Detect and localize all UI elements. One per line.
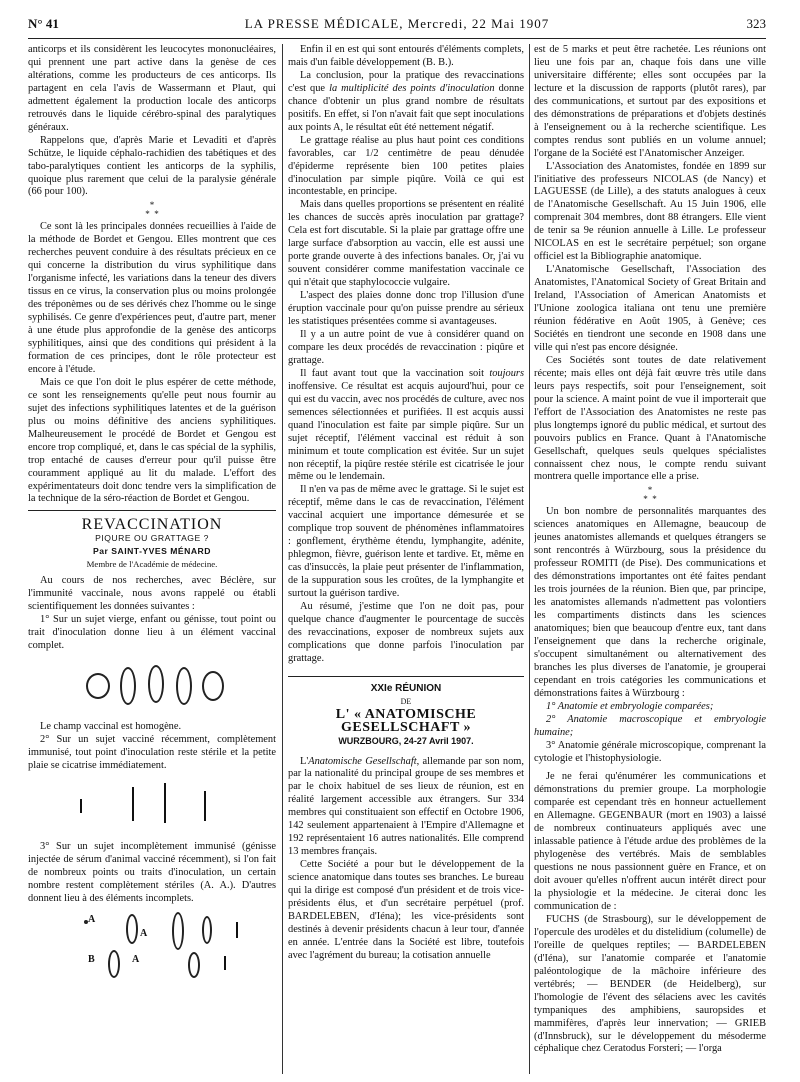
paragraph: Le champ vaccinal est homogène. xyxy=(40,720,182,732)
paragraph: Au cours de nos recherches, avec Béclère, sur l'immunité vaccinale, nous avons rappelé ou établi scientifiquement les données suivantes : xyxy=(28,575,276,613)
list-item: 1° Anatomie et embryologie comparées; xyxy=(546,700,714,712)
article-subtitle: PIQURE OU GRATTAGE ? xyxy=(95,533,209,544)
column-1 xyxy=(28,44,276,1074)
paragraph: 2° Sur un sujet vacciné récemment, complètement immunisé, tout point d'inoculation reste stérile et la petite plaie se cicatrise immédiatement. xyxy=(28,733,276,771)
article-header xyxy=(28,516,276,571)
meeting-header xyxy=(288,683,524,748)
paragraph: FUCHS (de Strasbourg), sur le développement de l'opercule des urodèles et du distelidium (columelle) de l'oreille de quelques reptiles; — BARDELEBEN (d'Iéna), sur l'anatomie comparée et l'anatomie paléontologique de la mâchoire inférieure des vertébrés; — BENDER (de Heidelberg), sur l'homologie de l'évent des sélaciens avec les cavités tympaniques des amphibiens, sauropsides et mammifères, d'après leur innervation; — GRIEB (d'Innsbruck), sur le développement du mésoderme céphalique chez Ceratodus Forsteri; — l'orga xyxy=(534,913,766,1055)
paragraph: L'aspect des plaies donne donc trop l'illusion d'une éruption vaccinale pour qu'on puisse prendre au sérieux les statistiques présentées comme si avantageuses. xyxy=(288,290,524,328)
text-run: inoffensive. Ce résultat est acquis aujourd'hui, pour ce qui est du vaccin, avec nos procédés de culture, avec nos semences sélectionnées et purifiées. Il est acquis aussi quand l'inoculation est faite par simple piqûre. Sur un sujet réceptif, l'élément vaccinal est réduit à son minimum et toute complication est évitée. Sur un sujet non réceptif, la piqûre restée stérile est cicatrisée le jour même ou le lendemain. xyxy=(288,380,524,483)
figure-sterile-points xyxy=(28,777,276,837)
page-number: 323 xyxy=(746,16,766,31)
text-run: Il faut avant tout que la vaccination soit xyxy=(300,367,490,379)
column-rule xyxy=(529,44,530,1074)
paragraph: 1° Sur un sujet vierge, enfant ou génisse, tout point ou trait d'inoculation donne lieu à un élément vaccinal complet. xyxy=(28,614,276,651)
meeting-place: WURZBOURG, 24-27 Avril 1907. xyxy=(338,735,474,746)
list-item: 2° Anatomie macroscopique et embryologie humaine; xyxy=(534,713,766,738)
paragraph: Ces Sociétés sont toutes de date relativement récente; mais elles ont déjà fait œuvre très utile dans leurs pays respectifs, soit pour l'enseignement, soit pour la science. A maint point de vue il importerait que l'effort de l'Association des Anatomistes ne reste pas plus longtemps ignoré du public médical, et surtout des pouvoirs publics en France. Quant à l'Anatomische Gesellschaft, quelques seuls quelques spécialistes connaissent chez nous, le compte rendu suivant montrera quelle importance elle a prise. xyxy=(534,354,766,483)
paragraph: L'Anatomische Gesellschaft, l'Association des Anatomistes, l'Anatomical Society of Great Britain and Ireland, l'Association of American Anatomists et l'Unione zoologica italiana ont tenu une première réunion fédérative en Août 1905, à Genève; ces Sociétés en tiendront une seconde en 1908 dans une ville qui n'est pas encore désignée. xyxy=(534,264,766,353)
emphasis: toujours xyxy=(489,367,524,379)
meeting-number: XXIe RÉUNION xyxy=(370,682,442,694)
paragraph: L'Association des Anatomistes, fondée en 1899 sur l'initiative des professeurs NICOLAS (de Nancy) et LAGUESSE (de Lille), a des statuts analogues à ceux de l'Anatomische Gesellschaft. Au 15 Juin 1906, elle comprenait 304 membres, dont 88 étrangers. Elle vient de tenir sa 9e réunion annuelle à Lille. Le professeur NICOLAS en est le secrétaire perpétuel; son organe officiel est la Bibliographie anatomique. xyxy=(534,160,766,263)
column-3 xyxy=(534,44,766,1074)
vaccine-element xyxy=(120,667,136,705)
paragraph xyxy=(288,70,524,135)
vaccine-element xyxy=(148,665,164,703)
vaccine-element xyxy=(202,671,224,701)
section-separator: * * * xyxy=(145,200,159,220)
vaccine-element xyxy=(202,916,212,944)
figure-label: A xyxy=(140,927,148,939)
paragraph: Un bon nombre de personnalités marquantes des sciences anatomiques en Allemagne, beaucoup de jeunes anatomistes allemands et quelques étrangers se sont rencontrés à Würzbourg, sous la présidence du professeur ROMITI (de Pise). Des communications et des démonstrations importantes ont été faites pendant les trois journées de la réunion. Bien que, par principe, les anatomistes allemands n'admettent pas volontiers les compartiments distincts dans les sciences anatomiques; bien que beaucoup d'entre eux, tant dans l'enseignement que dans la recherche originale, s'occupent simultanément ou alternativement des branches les plus diverses de l'anatomie, je grouperai cependant en trois catégories les communications et démonstrations faites à Würzbourg : xyxy=(534,506,766,699)
vaccine-element xyxy=(188,952,200,978)
figure-label: A xyxy=(88,913,96,925)
paragraph: Le grattage réalise au plus haut point ces conditions favorables, car 1/2 centimètre de peau dénudée d'épiderme représente bien 100 petites plaies d'inoculation par simple piqûre. Voilà ce qui est incontestable, en principe. xyxy=(288,134,524,198)
paragraph: Enfin il en est qui sont entourés d'éléments complets, mais d'un faible développement (B. B.). xyxy=(288,44,524,68)
article-author: Par SAINT-YVES MÉNARD xyxy=(93,546,211,557)
paragraph: Rappelons que, d'après Marie et Levaditi et d'après Schütze, le liquide céphalo-rachidien des tabétiques et des tabo-paralytiques contient les anticorps de la syphilis, quoique plus rarement que celui de la paralysie générale (66 pour 100). xyxy=(28,134,276,198)
text-run: L' xyxy=(300,755,309,767)
paragraph: Mais dans quelles proportions se présentent en réalité les chances de succès après inoculation par grattage? Cela est fort discutable. Si la plaie par grattage offre une large surface d'absorption au vaccin, elle est aussi une porte grande ouverte à des infections banales. Or, j'ai vu souvent considérer comme manifestation vaccinale ce qui n'était que staphylococcie vulgaire. xyxy=(288,199,524,289)
column-rule xyxy=(282,44,283,1074)
figure-label: B xyxy=(88,953,95,965)
text-run: donne chance d'obtenir un plus grand nombre de résultats positifs. En effet, si l'on n'avait fait que sept inoculations aux points A, le résultat eût été nettement négatif. xyxy=(288,82,524,133)
inoculation-mark xyxy=(164,783,166,823)
list-item: 3° Anatomie générale microscopique, comprenant la cytologie et l'histophysiologie. xyxy=(534,739,766,764)
paragraph: 3° Sur un sujet incomplètement immunisé (génisse injectée de sérum d'animal vacciné récemment), si l'on fait de nombreux points ou traits d'inoculation, un certain nombre restent complètement stériles (A. A.). D'autres donnent lieu à des éléments incomplets. xyxy=(28,840,276,904)
page-header xyxy=(28,14,766,39)
inoculation-mark xyxy=(132,787,134,821)
column-2 xyxy=(288,44,524,1074)
paragraph: Il y a un autre point de vue à considérer quand on compare les deux procédés de revaccination : piqûre et grattage. xyxy=(288,328,524,366)
text-run: La conclusion, pour la pratique des revaccinations c'est que xyxy=(288,69,524,94)
paragraph: Je ne ferai qu'énumérer les communications et démonstrations du premier groupe. La morphologie comparée est cependant très en honneur actuellement en Allemagne. GEGENBAUR (mort en 1903) a laissé de nombreux continuateurs appliqués avec une inlassable patience à l'étude ardue des problèmes de la phylogenèse des vertébrés. Mais de semblables questions ne nous passionnent guère en France, et on doit avouer qu'elles n'offrent aucun intérêt direct pour la physiologie et la médecine. Je citerai donc les communication de : xyxy=(534,771,766,912)
meeting-name: L' « ANATOMISCHE GESELLSCHAFT » xyxy=(335,706,477,735)
vaccine-element xyxy=(108,950,120,978)
article-divider xyxy=(28,510,276,511)
paragraph: Cette Société a pour but le développement de la science anatomique dans toutes ses branches. Le bureau qui la dirige est composé d'un président et de trois vice-présidents élus, et d'un secrétaire perpétuel (prof. BARDELEBEN, d'Iéna); les vice-présidents sont destinés à devenir présidents chacun à leur tour, d'année en année. L'entrée dans la Société est libre, toutefois avec l'agrément du bureau; la cotisation annuelle xyxy=(288,859,524,961)
inoculation-mark xyxy=(80,799,82,813)
text-run: , allemande par son nom, par la nationalité du principal groupe de ses membres et par le choix habituel de ses lieux de réunion, est en réalité largement accessible aux étrangers. Sur 334 membres qui constituaient son effectif en Octobre 1906, 142 seulement appartenaient à l'Empire d'Allemagne et 192 représentaient 16 autres nationalités. Elle comprend 13 membres français. xyxy=(288,755,524,858)
figure-vaccinal-complete xyxy=(28,657,276,717)
article-title: REVACCINATION xyxy=(81,516,223,534)
vaccine-element xyxy=(172,912,184,950)
inoculation-point xyxy=(84,920,88,924)
vaccine-element xyxy=(126,914,138,944)
paragraph: Ce sont là les principales données recueillies à l'aide de la méthode de Bordet et Gengou. Elles montrent que ces recherches peuvent conduire à des résultats précieux en ce qui concerne la distribution du virus syphilitique dans l'organisme infecté, les variations dans la teneur des divers tissus en ce virus, la conservation plus ou moins prolongée des tréponèmes ou de ses dérivés chez l'homme ou le singe syphilisés. Ce genre d'expériences peut, d'autre part, mener à une étude plus approfondie de la genèse des anticorps syphilitiques, ainsi que des conditions qui président à la formation de ces principes, dont le rôle protecteur est encore à l'étude. xyxy=(28,221,276,375)
paragraph xyxy=(288,368,524,485)
inoculation-mark xyxy=(224,956,226,970)
meeting-de: DE xyxy=(400,696,412,706)
issue-number: N° 41 xyxy=(28,16,59,31)
section-separator: * * * xyxy=(643,485,657,505)
figure-incomplete-immunity xyxy=(28,910,276,980)
vaccine-element xyxy=(86,673,110,699)
author-role: Membre de l'Académie de médecine. xyxy=(86,559,218,570)
article-divider xyxy=(288,676,524,677)
figure-label: A xyxy=(132,953,140,965)
vaccine-element xyxy=(176,667,192,705)
paragraph: Il n'en va pas de même avec le grattage. Si le sujet est réceptif, même dans le cas de revaccination, l'élément vaccinal acquiert une importance démesurée et se complique trop souvent de phénomènes inflammatoires : gonflement, érythème étendu, lymphangite, adénite, phlegmon, fièvre, guérison lente et tardive. Et, même en cas d'insuccès, la plaie peut présenter de l'inflammation, de la suppuration sous les croûtes, de la lymphangite et surtout la guérison tardive. xyxy=(288,484,524,600)
journal-title: LA PRESSE MÉDICALE, Mercredi, 22 Mai 1907 xyxy=(244,16,550,31)
inoculation-mark xyxy=(204,791,206,821)
emphasis: la multiplicité des points d'inoculation xyxy=(329,82,495,94)
paragraph: est de 5 marks et peut être rachetée. Les réunions ont lieu une fois par an, chaque fois dans une ville universitaire différente; elles sont occupées par la lecture et la discussion de rapports (plutôt rares), par des communications, et surtout par des expositions et des démonstrations de préparations et d'objets destinés à l'enseignement ou à la recherche scientifique. Les comptes rendus sont publiés en un volume annuel; l'organe de la Société est l'Anatomischer Anzeiger. xyxy=(534,44,766,159)
inoculation-mark xyxy=(236,922,238,938)
paragraph: Au résumé, j'estime que l'on ne doit pas, pour quelque chance d'augmenter le pourcentage de succès des revaccinations, exposer de nombreux sujets aux complications que donne parfois l'inoculation par grattage. xyxy=(288,600,524,664)
emphasis: Anatomische Gesellschaft xyxy=(308,755,417,767)
paragraph xyxy=(288,756,524,860)
paragraph: anticorps et ils considèrent les leucocytes mononucléaires, qui prennent une part active dans la genèse de ces altérations, comme les producteurs de ces anticorps. Ils partagent en cela l'avis de Wassermann et Plaut, qui admettent également la production locale des anticorps retrouvés dans le liquide cérébro-spinal des paralytiques généraux. xyxy=(28,44,276,133)
paragraph: Mais ce que l'on doit le plus espérer de cette méthode, ce sont les renseignements qu'elle peut nous fournir au sujet des infections syphilitiques latentes et de la guérison plus ou moins définitive des anciens syphilitiques. Malheureusement le procédé de Bordet et Gengou est encore trop compliqué, et, dans le cas spécial de la syphilis, trop entaché de causes d'erreur pour qu'il puisse être couramment appliqué au lit du malade. L'effort des expérimentateurs doit donc tendre vers la simplification de la technique de la séro-réaction de Bordet et Gengou. xyxy=(28,376,276,505)
